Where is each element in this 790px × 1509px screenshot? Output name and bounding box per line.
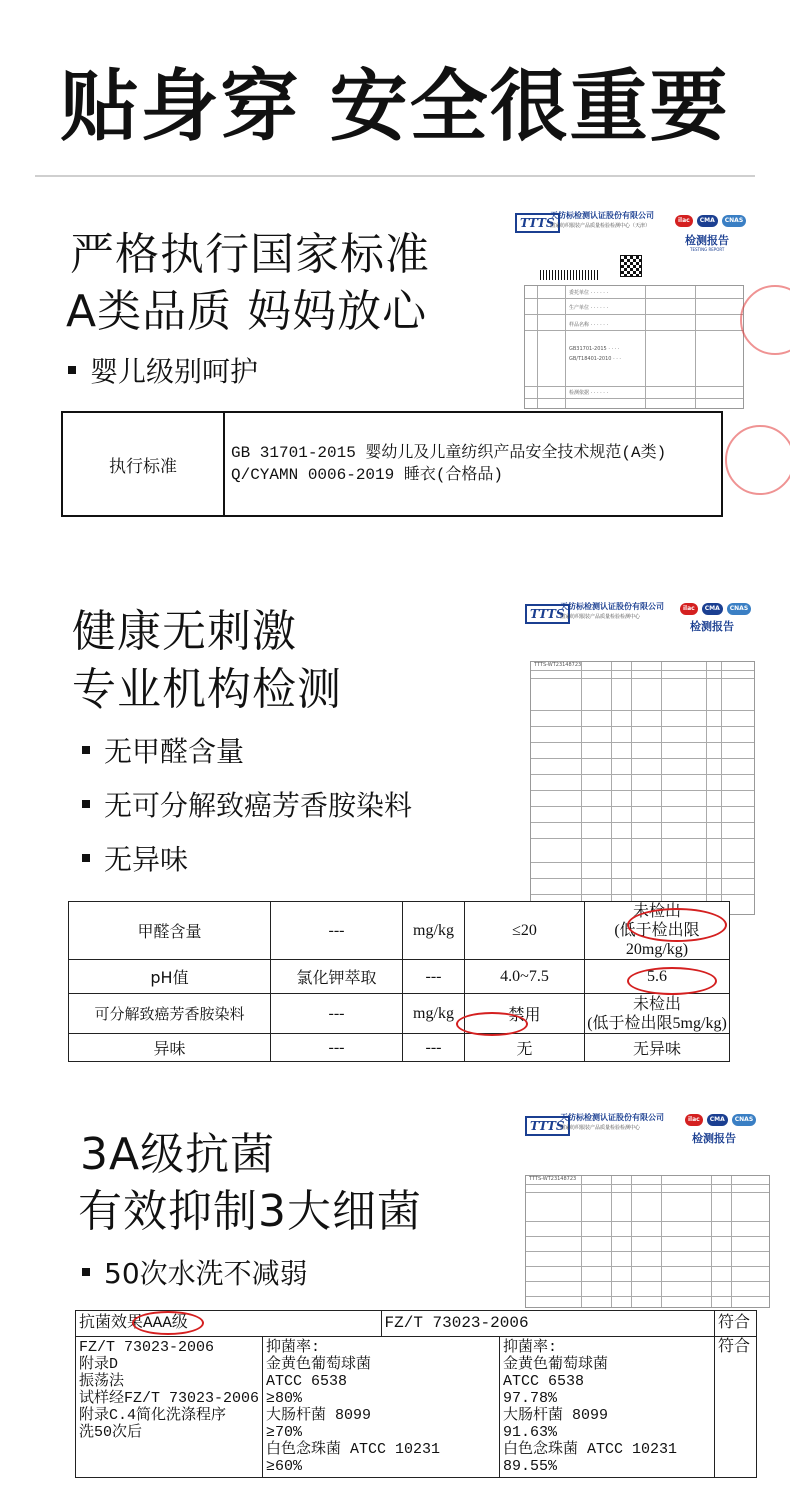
unit-cell: --- [403, 960, 465, 994]
cell-line: ATCC 6538 [503, 1373, 585, 1390]
bullet-text: 无甲醛含量 [104, 735, 245, 768]
method-cell: --- [271, 994, 403, 1034]
cell-line: 91.63% [503, 1424, 558, 1441]
highlight-circle [456, 1012, 528, 1036]
test-report-image-2 [520, 598, 790, 918]
report-logo: TTTS [525, 604, 570, 624]
report-company-sub: 国家纺织服装产品质量检验检测中心 [560, 614, 641, 620]
cell-line: ≥60% [266, 1458, 303, 1475]
report-company: 天纺标检测认证股份有限公司 [560, 602, 664, 611]
section2-bullet-2 [82, 784, 412, 824]
cell-line: 抑菌率: [503, 1339, 558, 1356]
report-page: 委托单位 · · · · · · 生产单位 · · · · · · 样品名称 · · · · · · GB31701-2015 · · · · GB/T18401-2010 · · · 检测依据 · · · · · · [524, 285, 744, 409]
header-grade: 抗菌效果AAA级 [76, 1311, 382, 1337]
bullet-text: 婴儿级别呵护 [90, 355, 259, 388]
bullet-dot [82, 854, 90, 862]
section3-heading-line1: 3A级抗菌 [80, 1129, 276, 1180]
limit-cell: 无 [465, 1034, 585, 1062]
requirement-cell [263, 1337, 500, 1478]
bullet-dot [82, 1268, 90, 1276]
method-cell [76, 1337, 263, 1478]
cell-line: FZ/T 73023-2006 [79, 1339, 215, 1356]
report-subtitle: TESTING REPORT [690, 247, 725, 252]
bullet-dot [82, 746, 90, 754]
standards-content [224, 412, 722, 516]
bullet-text: 无异味 [104, 843, 189, 876]
qr-code [620, 255, 642, 277]
item-cell: pH值 [69, 960, 271, 994]
header-verdict: 符合 [715, 1311, 757, 1337]
limit-cell: 4.0~7.5 [465, 960, 585, 994]
cell-line: 振荡法 [79, 1373, 125, 1390]
section1-bullet [68, 350, 258, 390]
method-cell: --- [271, 902, 403, 960]
section2-heading-line1: 健康无刺激 [72, 606, 297, 657]
bullet-dot [68, 366, 76, 374]
standard-line: Q/CYAMN 0006-2019 睡衣(合格品) [231, 466, 504, 484]
standards-table [61, 411, 723, 517]
barcode [540, 270, 600, 280]
standards-label: 执行标准 [62, 412, 224, 516]
method-cell: 氯化钾萃取 [271, 960, 403, 994]
section3-bullet [82, 1252, 308, 1292]
result-cell: 无异味 [585, 1034, 730, 1062]
cell-line: 洗50次后 [79, 1424, 143, 1441]
cell-line: 附录D [79, 1356, 119, 1373]
section3-heading-line2: 有效抑制3大细菌 [78, 1186, 422, 1237]
limit-cell: 禁用 [465, 994, 585, 1034]
method-cell: --- [271, 1034, 403, 1062]
result-line: 未检出 [632, 903, 681, 920]
standard-line: GB 31701-2015 婴幼儿及儿童纺织产品安全技术规范(A类) [231, 444, 667, 462]
table-row [76, 1337, 757, 1478]
limit-cell: ≤20 [465, 902, 585, 960]
result-cell [500, 1337, 715, 1478]
section1-heading-line1: 严格执行国家标准 [70, 229, 430, 280]
cell-line: 89.55% [503, 1458, 558, 1475]
report-page: TTTS-WT23148723 [525, 1175, 770, 1308]
unit-cell: mg/kg [403, 902, 465, 960]
header-standard: FZ/T 73023-2006 [381, 1311, 714, 1337]
report-logo: TTTS [525, 1116, 570, 1136]
result-line: (低于检出限20mg/kg) [614, 922, 700, 958]
result-line: (低于检出限5mg/kg) [587, 1014, 727, 1032]
test-report-image-3 [520, 1108, 790, 1308]
bullet-text: 50次水洗不减弱 [104, 1257, 308, 1290]
highlight-circle [627, 967, 717, 995]
cell-line: 97.78% [503, 1390, 558, 1407]
item-cell: 异味 [69, 1034, 271, 1062]
highlight-circle [132, 1311, 204, 1335]
section2-bullet-3 [82, 838, 188, 878]
certification-marks: ilac CMA CNAS [675, 215, 746, 227]
cell-line: ATCC 6538 [266, 1373, 348, 1390]
report-page: TTTS-WT23148723 [530, 661, 755, 915]
cell-line: ≥70% [266, 1424, 303, 1441]
item-cell: 甲醛含量 [69, 902, 271, 960]
cell-line: 白色念珠菌 ATCC 10231 [503, 1441, 678, 1458]
bullet-text: 无可分解致癌芳香胺染料 [104, 789, 413, 822]
report-company: 天纺标检测认证股份有限公司 [560, 1113, 664, 1122]
section2-heading-line2: 专业机构检测 [72, 664, 342, 715]
report-title: 检测报告 [685, 234, 729, 247]
report-logo: TTTS [515, 213, 560, 233]
cell-line: 金黄色葡萄球菌 [266, 1356, 372, 1373]
certification-marks: ilac CMA CNAS [680, 603, 751, 615]
cell-line: 附录C.4简化洗涤程序 [79, 1407, 227, 1424]
divider [35, 175, 755, 177]
cell-line: ≥80% [266, 1390, 303, 1407]
report-company-sub: 国家纺织服装产品质量检验检测中心 [560, 1125, 641, 1131]
cell-line: 抑菌率: [266, 1339, 321, 1356]
report-title: 检测报告 [692, 1132, 736, 1145]
result-cell [585, 994, 730, 1034]
cell-line: 金黄色葡萄球菌 [503, 1356, 609, 1373]
bullet-dot [82, 800, 90, 808]
page-title: 贴身穿 安全很重要 [60, 62, 730, 152]
result-cell: 5.6 [585, 960, 730, 994]
cell-line: 大肠杆菌 8099 [266, 1407, 372, 1424]
red-stamp [725, 425, 790, 495]
unit-cell: mg/kg [403, 994, 465, 1034]
result-line: 未检出 [632, 995, 681, 1013]
verdict-cell: 符合 [715, 1337, 757, 1478]
unit-cell: --- [403, 1034, 465, 1062]
certification-marks: ilac CMA CNAS [685, 1114, 756, 1126]
report-title: 检测报告 [690, 620, 734, 633]
item-cell: 可分解致癌芳香胺染料 [69, 994, 271, 1034]
section2-bullet-1 [82, 730, 244, 770]
cell-line: 白色念珠菌 ATCC 10231 [266, 1441, 441, 1458]
report-company-sub: 国家纺织服装产品质量检验检测中心（天津） [550, 223, 651, 229]
report-company: 天纺标检测认证股份有限公司 [550, 211, 654, 220]
antibacterial-table [75, 1310, 757, 1478]
section1-heading-line2: A类品质 妈妈放心 [66, 286, 428, 337]
table-row [69, 1034, 730, 1062]
red-stamp [740, 285, 790, 355]
cell-line: 试样经FZ/T 73023-2006 [79, 1390, 260, 1407]
table-row [69, 994, 730, 1034]
highlight-circle [627, 908, 727, 942]
cell-line: 大肠杆菌 8099 [503, 1407, 609, 1424]
